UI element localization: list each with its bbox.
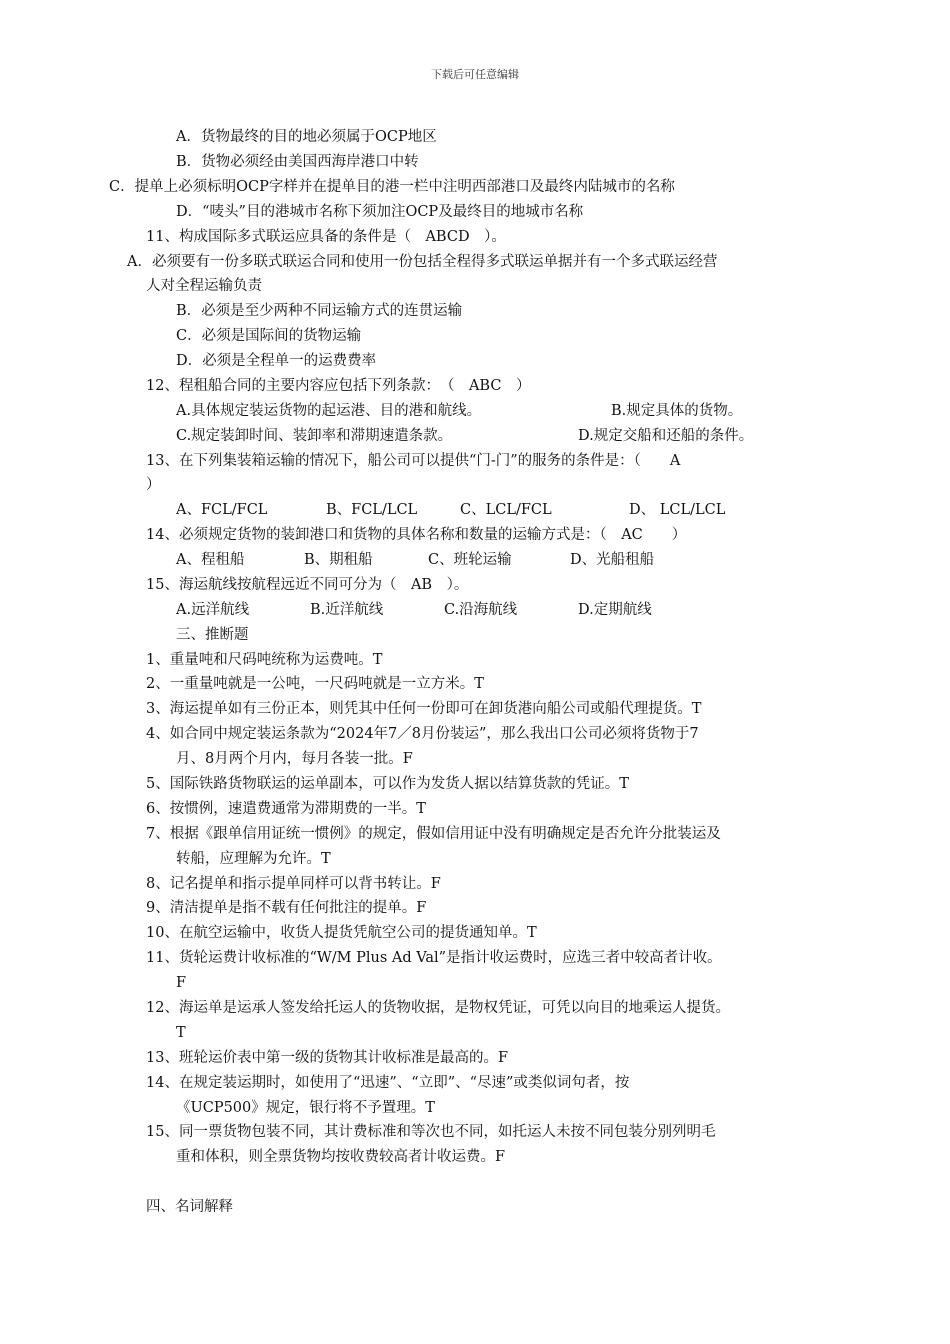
option-line: C．提单上必须标明OCP字样并在提单目的港一栏中注明西部港口及最终内陆城市的名称 [109, 179, 675, 195]
question-line: 14、必须规定货物的装卸港口和货物的具体名称和数量的运输方式是：（ AC ） [146, 527, 687, 543]
statement-line: 5、国际铁路货物联运的运单副本，可以作为发货人据以结算货款的凭证。T [146, 776, 629, 792]
question-line: ） [146, 477, 161, 493]
option-line: C、班轮运输 [428, 552, 512, 568]
statement-line: 6、按惯例，速遣费通常为滞期费的一半。T [146, 801, 426, 817]
statement-line: 7、根据《跟单信用证统一惯例》的规定，假如信用证中没有明确规定是否允许分批装运及 [146, 826, 721, 842]
option-line: D.定期航线 [578, 602, 652, 618]
option-line: B．货物必须经由美国西海岸港口中转 [176, 154, 419, 170]
option-line: D.规定交船和还船的条件。 [578, 428, 754, 444]
statement-line: 13、班轮运价表中第一级的货物其计收标准是最高的。F [146, 1050, 509, 1066]
question-line: 13、在下列集装箱运输的情况下，船公司可以提供“门-门”的服务的条件是：（ A [146, 453, 681, 469]
option-line: B．必须是至少两种不同运输方式的连贯运输 [176, 303, 463, 319]
option-line: D、光船租船 [570, 552, 655, 568]
statement-line: 重和体积，则全票货物均按收费较高者计收运费。F [176, 1149, 506, 1165]
option-line: A.远洋航线 [176, 602, 250, 618]
page-header: 下载后可任意编辑 [431, 68, 519, 81]
question-line: 15、海运航线按航程远近不同可分为（ AB ）。 [146, 577, 469, 593]
option-line: B.近洋航线 [310, 602, 384, 618]
option-line: A．必须要有一份多联式联运合同和使用一份包括全程得多式联运单据并有一个多式联运经营 [127, 254, 718, 270]
statement-line: 14、在规定装运期时，如使用了“迅速”、“立即”、“尽速”或类似词句者，按 [146, 1075, 630, 1091]
option-line: A、程租船 [176, 552, 245, 568]
option-line: B、FCL/LCL [326, 502, 418, 518]
statement-line: 8、记名提单和指示提单同样可以背书转让。F [146, 876, 441, 892]
statement-line: 12、海运单是运承人签发给托运人的货物收据，是物权凭证，可凭以向目的地乘运人提货。 [146, 1000, 730, 1016]
statement-line: 1、重量吨和尺码吨统称为运费吨。T [146, 652, 383, 668]
option-line: D．必须是全程单一的运费费率 [176, 353, 377, 369]
option-line: C.沿海航线 [444, 602, 518, 618]
option-line: D、 LCL/LCL [629, 502, 726, 518]
statement-line: 3、海运提单如有三份正本，则凭其中任何一份即可在卸货港向船公司或船代理提货。T [146, 701, 702, 717]
statement-line: 11、货轮运费计收标准的“W/M Plus Ad Val”是指计收运费时，应选三者中较高者计收。 [146, 950, 722, 966]
option-line: B、期租船 [304, 552, 373, 568]
statement-line: 9、清洁提单是指不载有任何批注的提单。F [146, 900, 427, 916]
question-line: 12、程租船合同的主要内容应包括下列条款： （ ABC ） [146, 378, 531, 394]
statement-line: 10、在航空运输中，收货人提货凭航空公司的提货通知单。T [146, 925, 537, 941]
option-line: B.规定具体的货物。 [611, 403, 743, 419]
statement-line: 15、同一票货物包装不同，其计费标准和等次也不同，如托运人未按不同包装分别列明毛 [146, 1124, 716, 1140]
statement-line: F [176, 975, 187, 991]
statement-line: 转船，应理解为允许。T [176, 851, 331, 867]
option-line: C．必须是国际间的货物运输 [176, 328, 362, 344]
option-line: A、FCL/FCL [176, 502, 268, 518]
option-line: 人对全程运输负责 [146, 278, 262, 294]
option-line: D．“唛头”目的港城市名称下须加注OCP及最终目的地城市名称 [176, 204, 584, 220]
statement-line: 《UCP500》规定，银行将不予置理。T [176, 1100, 435, 1116]
statement-line: 2、一重量吨就是一公吨，一尺码吨就是一立方米。T [146, 676, 484, 692]
statement-line: 4、如合同中规定装运条款为“2024年7／8月份装运”，那么我出口公司必须将货物于7 [146, 726, 699, 742]
option-line: A．货物最终的目的地必须属于OCP地区 [176, 129, 437, 145]
option-line: C.规定装卸时间、装卸率和滞期速遣条款。 [176, 428, 453, 444]
option-line: A.具体规定装运货物的起运港、目的港和航线。 [176, 403, 482, 419]
option-line: C、LCL/FCL [460, 502, 552, 518]
section-heading: 四、名词解释 [146, 1199, 233, 1215]
section-heading: 三、推断题 [176, 627, 249, 643]
statement-line: T [176, 1025, 186, 1041]
statement-line: 月、8月两个月内，每月各装一批。F [176, 751, 413, 767]
question-line: 11、构成国际多式联运应具备的条件是（ ABCD ）。 [146, 229, 506, 245]
